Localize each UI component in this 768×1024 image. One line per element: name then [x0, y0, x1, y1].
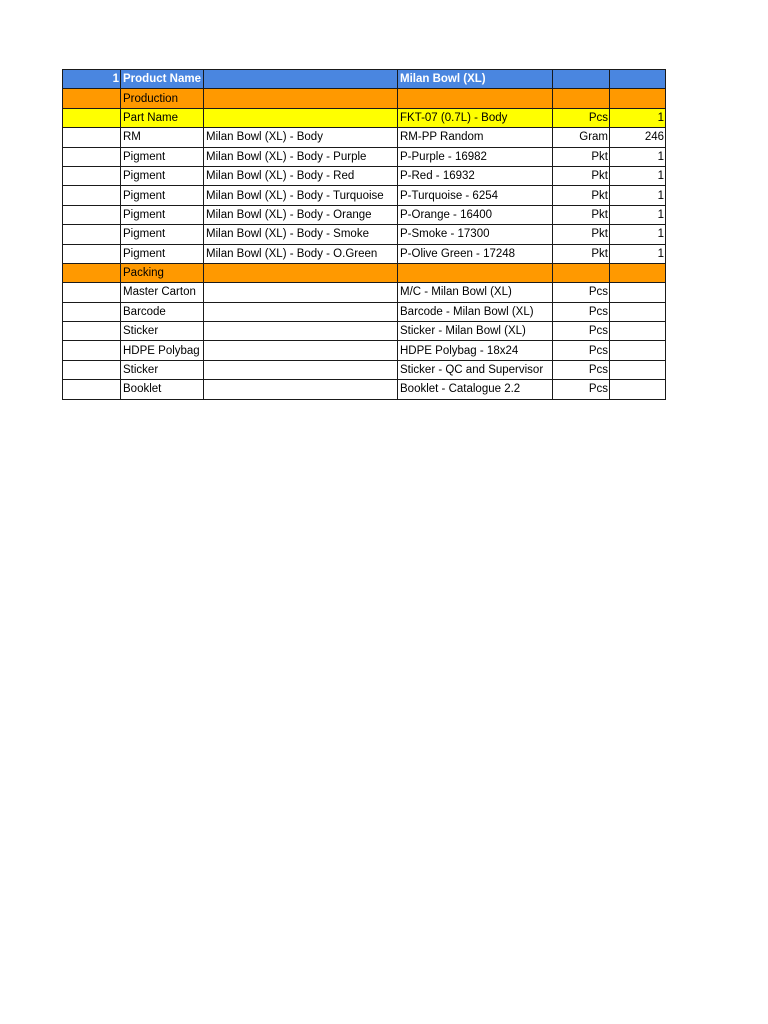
- part-unit-cell[interactable]: Pcs: [553, 108, 610, 127]
- description-cell[interactable]: [204, 322, 398, 341]
- material-cell[interactable]: M/C - Milan Bowl (XL): [398, 283, 553, 302]
- blank-cell[interactable]: [63, 341, 121, 360]
- description-cell[interactable]: Milan Bowl (XL) - Body - O.Green: [204, 244, 398, 263]
- unit-cell[interactable]: Pkt: [553, 166, 610, 185]
- unit-cell[interactable]: Pcs: [553, 380, 610, 399]
- header-empty-cell[interactable]: [553, 70, 610, 89]
- section-row-packing: [63, 263, 666, 282]
- unit-cell[interactable]: Pcs: [553, 322, 610, 341]
- material-cell[interactable]: Sticker - Milan Bowl (XL): [398, 322, 553, 341]
- material-cell[interactable]: P-Purple - 16982: [398, 147, 553, 166]
- blank-cell[interactable]: [63, 205, 121, 224]
- type-cell[interactable]: Pigment: [121, 205, 204, 224]
- section-empty-cell[interactable]: [63, 89, 121, 108]
- type-cell[interactable]: Barcode: [121, 302, 204, 321]
- header-index-cell[interactable]: 1: [63, 70, 121, 89]
- qty-cell[interactable]: [610, 380, 666, 399]
- section-empty-cell[interactable]: [553, 263, 610, 282]
- part-empty-cell[interactable]: [204, 108, 398, 127]
- qty-cell[interactable]: [610, 360, 666, 379]
- type-cell[interactable]: Pigment: [121, 166, 204, 185]
- type-cell[interactable]: Sticker: [121, 360, 204, 379]
- part-code-cell[interactable]: FKT-07 (0.7L) - Body: [398, 108, 553, 127]
- header-row: [63, 70, 666, 89]
- production-row: [63, 128, 666, 147]
- description-cell[interactable]: [204, 283, 398, 302]
- part-empty-cell[interactable]: [63, 108, 121, 127]
- type-cell[interactable]: Sticker: [121, 322, 204, 341]
- production-row: [63, 166, 666, 185]
- qty-cell[interactable]: 246: [610, 128, 666, 147]
- type-cell[interactable]: Pigment: [121, 186, 204, 205]
- blank-cell[interactable]: [63, 225, 121, 244]
- packing-row: [63, 360, 666, 379]
- qty-cell[interactable]: 1: [610, 205, 666, 224]
- section-label-cell[interactable]: Packing: [121, 263, 204, 282]
- qty-cell[interactable]: [610, 283, 666, 302]
- section-empty-cell[interactable]: [204, 263, 398, 282]
- section-empty-cell[interactable]: [610, 263, 666, 282]
- packing-row: [63, 341, 666, 360]
- type-cell[interactable]: HDPE Polybag: [121, 341, 204, 360]
- qty-cell[interactable]: 1: [610, 244, 666, 263]
- blank-cell[interactable]: [63, 380, 121, 399]
- section-empty-cell[interactable]: [398, 89, 553, 108]
- material-cell[interactable]: RM-PP Random: [398, 128, 553, 147]
- blank-cell[interactable]: [63, 283, 121, 302]
- part-label-cell[interactable]: Part Name: [121, 108, 204, 127]
- unit-cell[interactable]: Pkt: [553, 244, 610, 263]
- section-empty-cell[interactable]: [398, 263, 553, 282]
- qty-cell[interactable]: [610, 341, 666, 360]
- unit-cell[interactable]: Pcs: [553, 341, 610, 360]
- material-cell[interactable]: P-Smoke - 17300: [398, 225, 553, 244]
- description-cell[interactable]: Milan Bowl (XL) - Body - Turquoise: [204, 186, 398, 205]
- blank-cell[interactable]: [63, 128, 121, 147]
- qty-cell[interactable]: [610, 322, 666, 341]
- part-qty-cell[interactable]: 1: [610, 108, 666, 127]
- type-cell[interactable]: RM: [121, 128, 204, 147]
- description-cell[interactable]: Milan Bowl (XL) - Body - Smoke: [204, 225, 398, 244]
- header-empty-cell[interactable]: [204, 70, 398, 89]
- description-cell[interactable]: Milan Bowl (XL) - Body - Purple: [204, 147, 398, 166]
- blank-cell[interactable]: [63, 322, 121, 341]
- production-row: [63, 205, 666, 224]
- qty-cell[interactable]: 1: [610, 225, 666, 244]
- qty-cell[interactable]: [610, 302, 666, 321]
- blank-cell[interactable]: [63, 147, 121, 166]
- section-empty-cell[interactable]: [204, 89, 398, 108]
- blank-cell[interactable]: [63, 360, 121, 379]
- unit-cell[interactable]: Pkt: [553, 225, 610, 244]
- blank-cell[interactable]: [63, 166, 121, 185]
- blank-cell[interactable]: [63, 302, 121, 321]
- description-cell[interactable]: [204, 302, 398, 321]
- packing-row: [63, 302, 666, 321]
- bom-table-body: [63, 70, 666, 400]
- unit-cell[interactable]: Pkt: [553, 186, 610, 205]
- section-empty-cell[interactable]: [610, 89, 666, 108]
- type-cell[interactable]: Pigment: [121, 147, 204, 166]
- packing-row: [63, 283, 666, 302]
- qty-cell[interactable]: 1: [610, 166, 666, 185]
- material-cell[interactable]: Booklet - Catalogue 2.2: [398, 380, 553, 399]
- unit-cell[interactable]: Pcs: [553, 283, 610, 302]
- type-cell[interactable]: Pigment: [121, 244, 204, 263]
- production-row: [63, 147, 666, 166]
- type-cell[interactable]: Booklet: [121, 380, 204, 399]
- material-cell[interactable]: P-Red - 16932: [398, 166, 553, 185]
- material-cell[interactable]: HDPE Polybag - 18x24: [398, 341, 553, 360]
- type-cell[interactable]: Master Carton: [121, 283, 204, 302]
- section-empty-cell[interactable]: [553, 89, 610, 108]
- production-row: [63, 244, 666, 263]
- material-cell[interactable]: Sticker - QC and Supervisor: [398, 360, 553, 379]
- bom-table: [62, 69, 666, 400]
- section-row-production: [63, 89, 666, 108]
- material-cell[interactable]: P-Olive Green - 17248: [398, 244, 553, 263]
- unit-cell[interactable]: Pcs: [553, 360, 610, 379]
- header-label-cell[interactable]: Product Name: [121, 70, 204, 89]
- blank-cell[interactable]: [63, 244, 121, 263]
- production-row: [63, 225, 666, 244]
- unit-cell[interactable]: Gram: [553, 128, 610, 147]
- description-cell[interactable]: Milan Bowl (XL) - Body - Orange: [204, 205, 398, 224]
- description-cell[interactable]: [204, 360, 398, 379]
- section-empty-cell[interactable]: [63, 263, 121, 282]
- description-cell[interactable]: [204, 341, 398, 360]
- unit-cell[interactable]: Pcs: [553, 302, 610, 321]
- qty-cell[interactable]: 1: [610, 147, 666, 166]
- header-empty-cell[interactable]: [610, 70, 666, 89]
- blank-cell[interactable]: [63, 186, 121, 205]
- unit-cell[interactable]: Pkt: [553, 205, 610, 224]
- material-cell[interactable]: P-Orange - 16400: [398, 205, 553, 224]
- description-cell[interactable]: Milan Bowl (XL) - Body - Red: [204, 166, 398, 185]
- unit-cell[interactable]: Pkt: [553, 147, 610, 166]
- production-row: [63, 186, 666, 205]
- description-cell[interactable]: Milan Bowl (XL) - Body: [204, 128, 398, 147]
- description-cell[interactable]: [204, 380, 398, 399]
- packing-row: [63, 380, 666, 399]
- section-label-cell[interactable]: Production: [121, 89, 204, 108]
- header-product-cell[interactable]: Milan Bowl (XL): [398, 70, 553, 89]
- type-cell[interactable]: Pigment: [121, 225, 204, 244]
- material-cell[interactable]: P-Turquoise - 6254: [398, 186, 553, 205]
- part-name-row: [63, 108, 666, 127]
- qty-cell[interactable]: 1: [610, 186, 666, 205]
- packing-row: [63, 322, 666, 341]
- material-cell[interactable]: Barcode - Milan Bowl (XL): [398, 302, 553, 321]
